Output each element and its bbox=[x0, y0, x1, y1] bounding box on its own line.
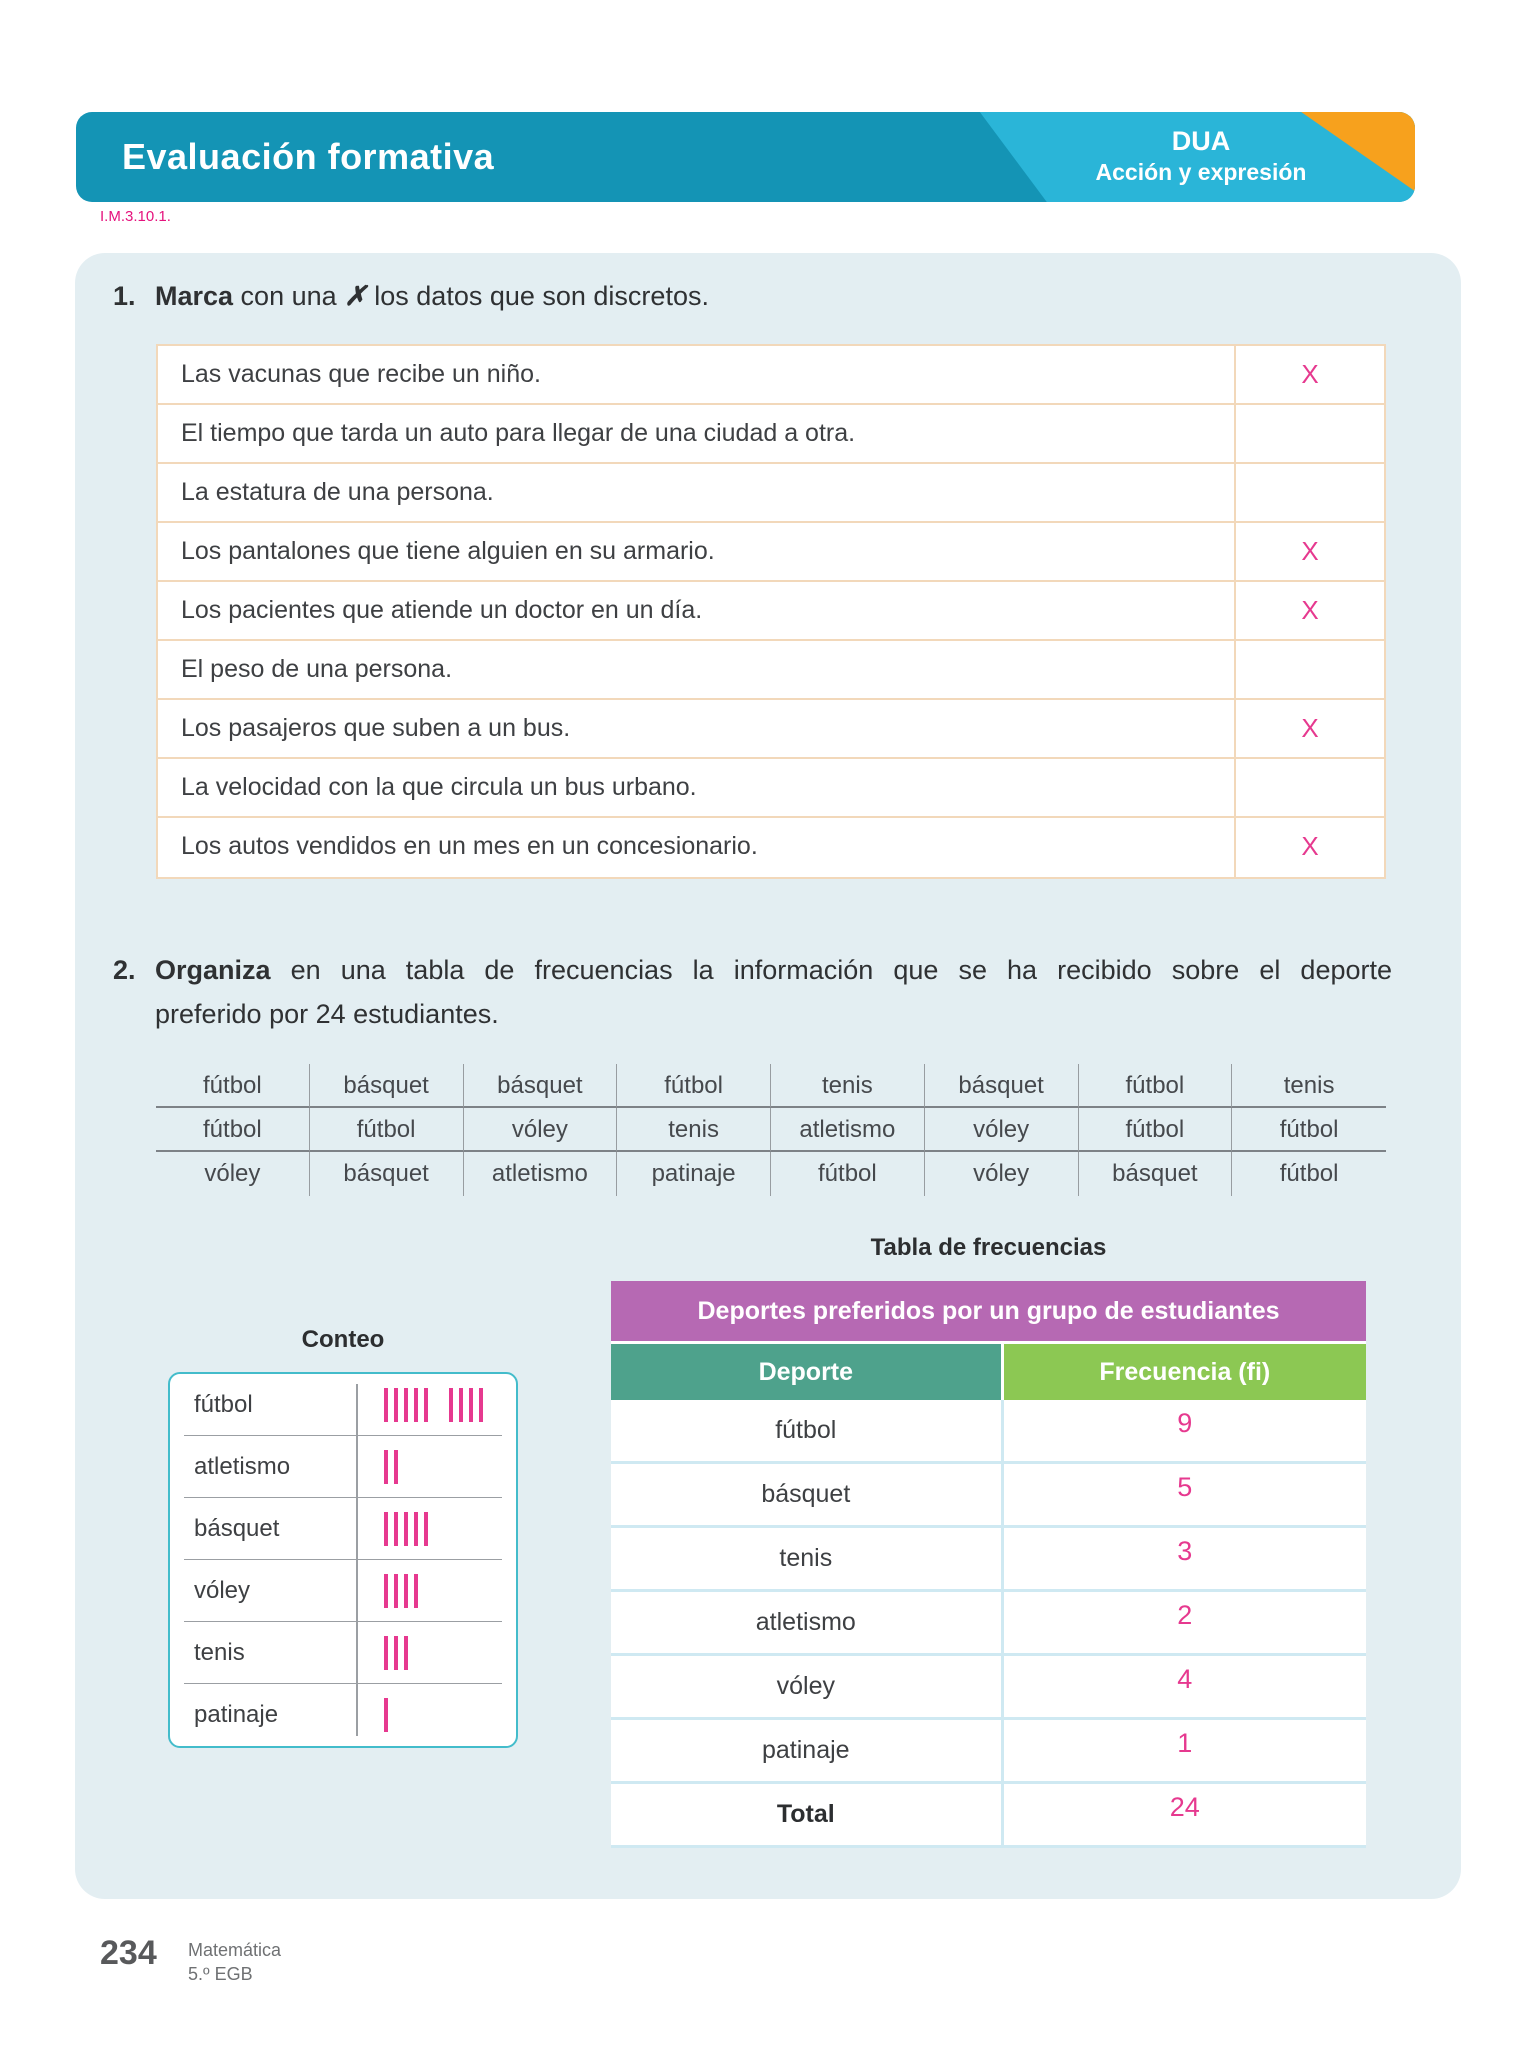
tally-bar bbox=[414, 1574, 418, 1608]
tally-group bbox=[384, 1698, 394, 1732]
row-statement: Los pasajeros que suben a un bus. bbox=[181, 714, 571, 742]
table-row bbox=[158, 523, 1384, 582]
tally-label: tenis bbox=[194, 1639, 245, 1666]
frequency-row-sport: básquet bbox=[611, 1464, 1004, 1525]
table-row bbox=[158, 759, 1384, 818]
tally-group bbox=[384, 1512, 434, 1546]
raw-data-grid bbox=[156, 1064, 1386, 1196]
frequency-row-sport: fútbol bbox=[611, 1400, 1004, 1461]
data-cell: fútbol bbox=[1279, 1160, 1339, 1187]
footer-grade: 5.º EGB bbox=[188, 1964, 253, 1984]
header-banner bbox=[76, 112, 1415, 202]
frequency-row-sport: atletismo bbox=[611, 1592, 1004, 1653]
frequency-value: 1 bbox=[1177, 1728, 1193, 1758]
data-cell: vóley bbox=[925, 1152, 1079, 1196]
row-statement: Los pantalones que tiene alguien en su armario. bbox=[181, 537, 715, 565]
page-title: Evaluación formativa bbox=[122, 136, 495, 177]
tally-bar bbox=[404, 1512, 408, 1546]
tally-group bbox=[449, 1388, 489, 1422]
tally-row bbox=[170, 1374, 516, 1436]
frequency-row bbox=[611, 1528, 1366, 1592]
tally-caption: Conteo bbox=[301, 1326, 385, 1353]
tally-label: patinaje bbox=[194, 1701, 279, 1728]
frequency-row-value bbox=[1004, 1592, 1366, 1653]
page-number: 234 bbox=[100, 1934, 157, 1972]
tally-bar bbox=[394, 1574, 398, 1608]
frequency-row-sport: Total bbox=[611, 1784, 1004, 1845]
tally-label: básquet bbox=[194, 1515, 280, 1542]
frequency-table bbox=[611, 1281, 1366, 1848]
dua-subtitle: Acción y expresión bbox=[1095, 159, 1307, 185]
exercise1-title bbox=[113, 281, 709, 312]
tally-marks bbox=[342, 1450, 419, 1484]
table-row bbox=[158, 346, 1384, 405]
data-cell: atletismo bbox=[771, 1108, 925, 1152]
exercise2-line2: preferido por 24 estudiantes. bbox=[155, 999, 499, 1029]
row-statement: Los pacientes que atiende un doctor en un día. bbox=[181, 596, 703, 624]
footer-meta bbox=[188, 1938, 281, 1986]
table-row bbox=[158, 464, 1384, 523]
frequency-row-value bbox=[1004, 1528, 1366, 1589]
frequency-table-title: Deportes preferidos por un grupo de estudiantes bbox=[611, 1281, 1366, 1341]
row-mark-cell: X bbox=[1234, 818, 1384, 877]
column-header-frequency: Frecuencia (fi) bbox=[1004, 1344, 1366, 1400]
frequency-row-value bbox=[1004, 1464, 1366, 1525]
tally-bar bbox=[469, 1388, 473, 1422]
frequency-row-sport: tenis bbox=[611, 1528, 1004, 1589]
tally-row bbox=[170, 1684, 516, 1746]
tally-bar bbox=[394, 1512, 398, 1546]
tally-bar bbox=[384, 1450, 388, 1484]
frequency-table-caption: Tabla de frecuencias bbox=[870, 1234, 1107, 1261]
exercise2-text bbox=[155, 955, 1392, 1030]
data-cell: vóley bbox=[464, 1108, 618, 1152]
table-row bbox=[158, 405, 1384, 464]
tally-label: atletismo bbox=[194, 1453, 291, 1480]
tally-marks bbox=[342, 1636, 429, 1670]
table-row bbox=[158, 818, 1384, 877]
tally-bar bbox=[404, 1636, 408, 1670]
row-statement: Los autos vendidos en un mes en un concesionario. bbox=[181, 832, 758, 860]
table-row bbox=[158, 641, 1384, 700]
footer-subject: Matemática bbox=[188, 1940, 282, 1960]
tally-group bbox=[384, 1574, 424, 1608]
exercise1-number: 1. bbox=[113, 281, 136, 311]
data-cell: vóley bbox=[925, 1108, 1079, 1152]
row-statement: La velocidad con la que circula un bus urbano. bbox=[181, 773, 697, 801]
row-mark-cell: X bbox=[1234, 346, 1384, 403]
row-mark-cell: X bbox=[1234, 700, 1384, 757]
exercise2-title bbox=[113, 955, 1392, 1030]
frequency-value: 4 bbox=[1177, 1664, 1193, 1694]
tally-marks bbox=[342, 1698, 409, 1732]
tally-group bbox=[384, 1636, 414, 1670]
row-mark-cell bbox=[1234, 405, 1384, 462]
frequency-value: 24 bbox=[1169, 1792, 1200, 1822]
tally-bar bbox=[404, 1574, 408, 1608]
tally-table bbox=[168, 1372, 518, 1748]
frequency-row bbox=[611, 1784, 1366, 1848]
data-cell: fútbol bbox=[1079, 1064, 1233, 1108]
data-cell: fútbol bbox=[156, 1108, 310, 1152]
tally-bar bbox=[424, 1512, 428, 1546]
row-statement: El tiempo que tarda un auto para llegar de una ciudad a otra. bbox=[181, 419, 856, 447]
dua-badge bbox=[1031, 125, 1371, 187]
frequency-row bbox=[611, 1656, 1366, 1720]
data-cell: básquet bbox=[925, 1064, 1079, 1108]
data-cell: fútbol bbox=[310, 1108, 464, 1152]
row-mark-cell bbox=[1234, 641, 1384, 698]
tally-bar bbox=[459, 1388, 463, 1422]
tally-marks bbox=[342, 1512, 449, 1546]
tally-bar bbox=[404, 1388, 408, 1422]
data-cell: fútbol bbox=[156, 1064, 310, 1108]
curriculum-code: I.M.3.10.1. bbox=[100, 208, 171, 225]
data-cell: básquet bbox=[310, 1064, 464, 1108]
data-cell: patinaje bbox=[617, 1152, 771, 1196]
frequency-row bbox=[611, 1720, 1366, 1784]
column-header-sport: Deporte bbox=[611, 1344, 1004, 1400]
tally-bar bbox=[394, 1388, 398, 1422]
data-cell: básquet bbox=[310, 1152, 464, 1196]
exercise1-text: Marca con una ✗ los datos que son discretos. bbox=[155, 281, 709, 311]
tally-bar bbox=[394, 1450, 398, 1484]
tally-bar bbox=[449, 1388, 453, 1422]
discrete-data-table bbox=[156, 344, 1386, 879]
exercise2-number: 2. bbox=[113, 955, 136, 985]
tally-bar bbox=[414, 1512, 418, 1546]
frequency-value: 2 bbox=[1177, 1600, 1193, 1630]
tally-bar bbox=[424, 1388, 428, 1422]
row-mark-cell: X bbox=[1234, 582, 1384, 639]
tally-bar bbox=[384, 1512, 388, 1546]
frequency-value: 3 bbox=[1177, 1536, 1193, 1566]
data-cell: vóley bbox=[156, 1152, 310, 1196]
data-cell: básquet bbox=[1079, 1152, 1233, 1196]
frequency-row bbox=[611, 1400, 1366, 1464]
frequency-value: 5 bbox=[1177, 1472, 1193, 1502]
tally-row bbox=[170, 1560, 516, 1622]
frequency-row-sport: patinaje bbox=[611, 1720, 1004, 1781]
tally-bar bbox=[394, 1636, 398, 1670]
tally-group bbox=[384, 1388, 434, 1422]
table-row bbox=[158, 582, 1384, 641]
tally-row bbox=[170, 1498, 516, 1560]
frequency-row-value bbox=[1004, 1400, 1366, 1461]
table-row bbox=[158, 700, 1384, 759]
tally-label: fútbol bbox=[194, 1391, 253, 1418]
tally-bar bbox=[479, 1388, 483, 1422]
frequency-table-body bbox=[611, 1400, 1366, 1848]
frequency-row-sport: vóley bbox=[611, 1656, 1004, 1717]
data-cell: fútbol bbox=[771, 1152, 925, 1196]
tally-marks bbox=[342, 1388, 504, 1422]
data-cell: fútbol bbox=[1079, 1108, 1233, 1152]
tally-row bbox=[170, 1622, 516, 1684]
row-mark-cell bbox=[1234, 464, 1384, 521]
exercise2-line1: Organiza en una tabla de frecuencias la información que se ha recibido sobre el deporte bbox=[155, 955, 1392, 985]
data-cell: tenis bbox=[617, 1108, 771, 1152]
data-cell: básquet bbox=[464, 1064, 618, 1108]
tally-label: vóley bbox=[194, 1577, 251, 1604]
dua-title: DUA bbox=[1171, 126, 1231, 156]
row-mark-cell: X bbox=[1234, 523, 1384, 580]
data-cell: fútbol bbox=[1232, 1108, 1386, 1152]
frequency-row bbox=[611, 1592, 1366, 1656]
row-mark-cell bbox=[1234, 759, 1384, 816]
tally-bar bbox=[414, 1388, 418, 1422]
tally-group bbox=[384, 1450, 404, 1484]
x-glyph: ✗ bbox=[344, 281, 367, 311]
tally-bar bbox=[384, 1574, 388, 1608]
frequency-row bbox=[611, 1464, 1366, 1528]
row-statement: Las vacunas que recibe un niño. bbox=[181, 360, 541, 388]
data-cell: fútbol bbox=[617, 1064, 771, 1108]
tally-bar bbox=[384, 1698, 388, 1732]
frequency-row-value bbox=[1004, 1720, 1366, 1781]
data-cell: tenis bbox=[1232, 1064, 1386, 1108]
frequency-table-header bbox=[611, 1341, 1366, 1400]
row-statement: El peso de una persona. bbox=[181, 655, 453, 683]
data-cell: tenis bbox=[771, 1064, 925, 1108]
tally-bar bbox=[384, 1388, 388, 1422]
frequency-value: 9 bbox=[1177, 1408, 1193, 1438]
frequency-row-value bbox=[1004, 1656, 1366, 1717]
frequency-row-value bbox=[1004, 1784, 1366, 1845]
row-statement: La estatura de una persona. bbox=[181, 478, 494, 506]
data-cell: atletismo bbox=[464, 1152, 618, 1196]
tally-marks bbox=[342, 1574, 439, 1608]
tally-row bbox=[170, 1436, 516, 1498]
tally-bar bbox=[384, 1636, 388, 1670]
